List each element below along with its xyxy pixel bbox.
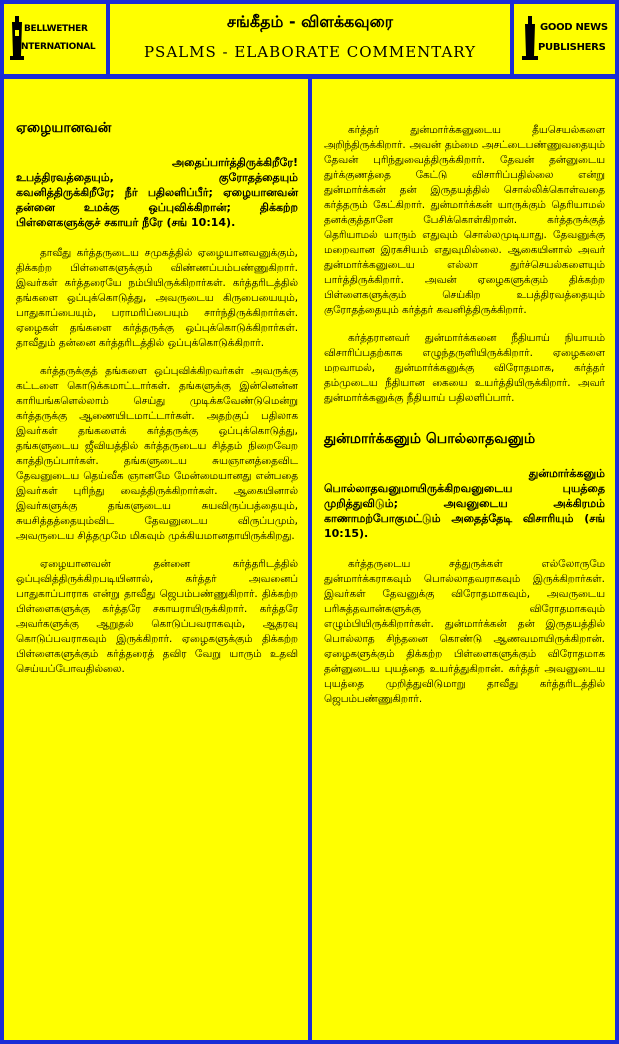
logo-line-2: INTERNATIONAL [18,42,96,52]
page-title-english: PSALMS - ELABORATE COMMENTARY [143,43,477,61]
commentary-paragraph: கர்த்தரானவர் துன்மார்க்கனை நீதியாய் நியாயம் விசாரிப்பதற்காக எழுந்தருளியிருக்கிறார். ஏழைகளை மறவாமல், துன்மார்க்கனுக்கு விரோதமாக, கர்த்தர் தம்முடைய நீதியான கையை உயர்த்தியிருக்கிறார். அவர் துன்மார்க்கனுக்கு நீதியாய் பதிலளிப்பார். [324,332,605,404]
commentary-paragraph: கர்த்தர் துன்மார்க்கனுடைய தீயசெயல்களை அறிந்திருக்கிறார். அவன் தம்மை அசட்டைபண்ணுவதையும் தேவன் புரிந்துவைத்திருக்கிறார். தேவன் தன்னுடைய துர்க்குணத்தை கேட்டு விசாரிப்பதில்லை என்று துன்மார்க்கன் தன் இருதயத்தில் சொல்லிக்கொள்வதை கர்த்தரும் கேட்கிறார். துன்மார்க்கன் யாருக்கும் தெரியாமல் தனக்குத்தானே பேசிக்கொள்கிறான். கர்த்தருக்குத் தெரியாமல் யாரும் எதுவும் சொல்லமுடியாது. தேவனுக்கு மறைவான இரகசியம் எதுவுமில்லை. ஆகையினால் அவர் துன்மார்க்கனுடைய எல்லா துர்ச்செயல்களையும் பார்த்திருக்கிறார். அவன் ஏழைகளுக்கும் திக்கற்ற பிள்ளைகளுக்கும் செய்கிற உபத்திரவத்தையும் குரோதத்தையும் கர்த்தர் கவனித்திருக்கிறார். [324,124,605,316]
bellwether-logo [4,4,106,74]
commentary-paragraph: கர்த்தருடைய சத்துருக்கள் எல்லோருமே துன்மார்க்கராகவும் பொல்லாதவராகவும் இருக்கிறார்கள். இவர்கள் தேவனுக்கு விரோதமாகவும், அவருடைய பரிசுத்தவான்களுக்கு விரோதமாகவும் எழும்பியிருக்கிறார்கள். துன்மார்க்கன் தன் இருதயத்தில் பொல்லாத சிந்தனை கொண்டு ஆணவமாயிருக்கிறான். ஏழைகளுக்கும் திக்கற்ற பிள்ளைகளுக்கும் விரோதமாக தன்னுடைய புயத்தை உயர்த்துகிறான். கர்த்தர் அவனுடைய புயத்தை முறித்துவிடுமாறு தாவீது கர்த்தரிடத்தில் ஜெபம்பண்ணுகிறார். [324,558,605,705]
logo-line-1: GOOD NEWS [540,22,608,33]
section-heading: துன்மார்க்கனும் பொல்லாதவனும் [324,431,536,447]
verse-body: உபத்திரவத்தையும், குரோதத்தையும் கவனித்திருக்கிறீரே; நீர் பதிலளிப்பீர்; ஏழையானவன் தன்னை உமக்கு ஒப்புவிக்கிறான்; திக்கற்ற பிள்ளைகளுக்குச் சகாயர் நீரே (சங் 10:14). [16,171,298,229]
scripture-verse [324,466,605,541]
commentary-paragraph: ஏழையானவன் தன்னை கர்த்தரிடத்தில் ஒப்புவித்திருக்கிறபடியினால், கர்த்தர் அவனைப் பாதுகாப்பாராக என்று தாவீது ஜெபம்பண்ணுகிறார். திக்கற்ற பிள்ளைகளுக்கு கர்த்தரே சகாயராயிருக்கிறார். கர்த்தரே அவர்களுக்கு ஆறுதல் கொடுப்பவராகவும், ஆதரவு கொடுப்பவராகவும் இருக்கிறார். ஏழைகளுக்கும் திக்கற்ற பிள்ளைகளுக்கும் கர்த்தரைத் தவிர வேறு யாரும் உதவி செய்யப்போவதில்லை. [16,558,298,675]
commentary-paragraph: கர்த்தருக்குத் தங்களை ஒப்புவிக்கிறவர்கள் அவருக்கு கட்டளை கொடுக்கமாட்டார்கள். தங்களுக்கு இன்னென்ன காரியங்களெல்லாம் செய்து முடிக்கவேண்டுமென்று கர்த்தருக்கு ஆணையிடமாட்டார்கள். அதற்குப் பதிலாக இவர்கள் தங்களைக் கர்த்தருக்கு ஒப்புக்கொடுத்து, தங்களுடைய ஜீவியத்தில் கர்த்தருடைய சித்தம் நிறைவேற காத்திருப்பார்கள். தங்களுடைய சுயஞானத்தைவிட தேவனுடைய தெய்வீக ஞானமே மேன்மையானது என்பதை இவர்கள் புரிந்து வைத்திருக்கிறார்கள். ஆகையினால் இவர்களுக்கு தங்களுடைய சுயவிருப்பத்தையும், சுயசித்தத்தையும்விட தேவனுடைய விருப்பமும், அவருடைய சித்தமுமே மிகவும் முக்கியமானதாயிருக்கிறது. [16,365,298,542]
section-heading: ஏழையானவன் [16,120,112,136]
page-title-tamil: சங்கீதம் - விளக்கவுரை [226,12,393,31]
scripture-verse [16,155,298,230]
verse-lead: அதைப்பார்த்திருக்கிறீரே! [171,156,298,169]
logo-line-2: PUBLISHERS [538,42,606,53]
verse-body: பொல்லாதவனுமாயிருக்கிறவனுடைய புயத்தை முறித்துவிடும்; அவனுடைய அக்கிரமம் காணாமற்போகுமட்டும் அதைத்தேடி விசாரியும் (சங் 10:15). [324,482,605,540]
commentary-paragraph: தாவீது கர்த்தருடைய சமுகத்தில் ஏழையானவனுக்கும், திக்கற்ற பிள்ளைகளுக்கும் விண்ணப்பம்பண்ணுகிறார். இவர்கள் கர்த்தரையே நம்பியிருக்கிறார்கள். கர்த்தரிடத்தில் தங்களை ஒப்புக்கொடுத்து, அவருடைய கிருபையையும், பாதுகாப்பையும், பராமரிப்பையும் சார்ந்திருக்கிறார்கள். ஏழைகள் தங்களை கர்த்தருக்கு ஒப்புக்கொடுக்கிறார்கள். தாவீதும் தன்னை கர்த்தரிடத்தில் ஒப்புக்கொடுக்கிறார். [16,247,298,349]
bell-tower-icon [10,16,24,60]
right-column [312,79,615,1040]
good-news-logo [514,4,615,74]
logo-line-1: BELLWETHER [24,24,88,34]
tower-icon [522,16,538,60]
verse-lead: துன்மார்க்கனும் [528,467,605,480]
left-column [4,79,308,1040]
title-banner [110,4,510,74]
